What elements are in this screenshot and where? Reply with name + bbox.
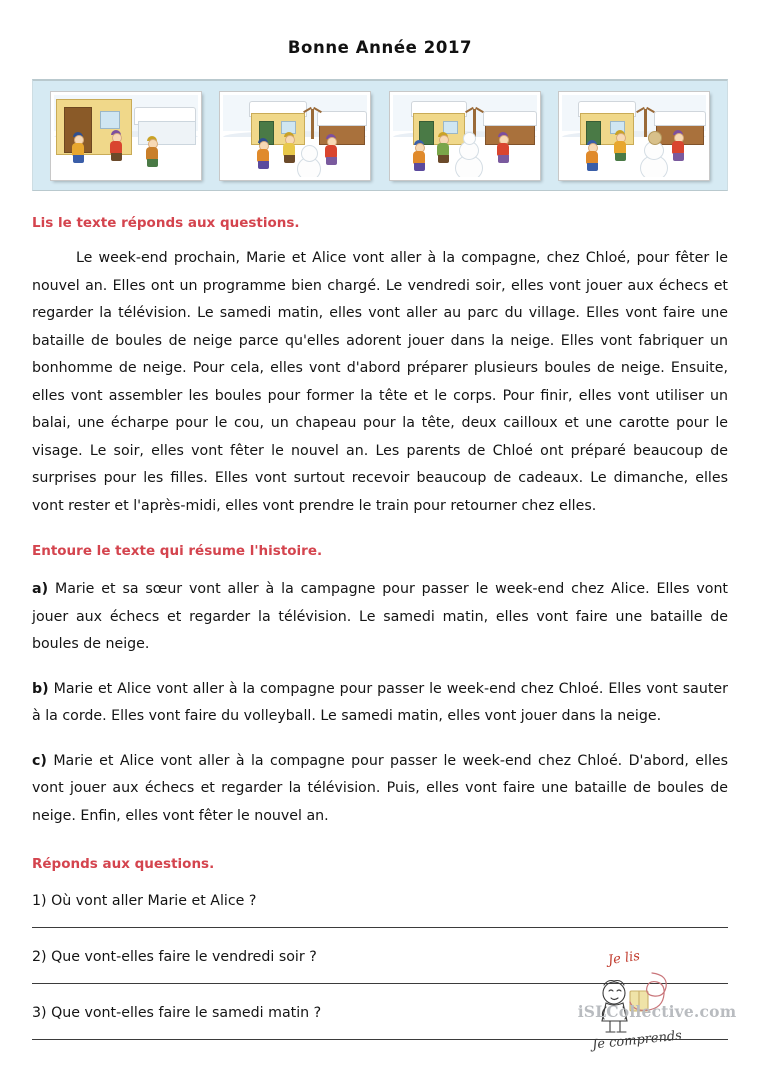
question-3: 3) Que vont-elles faire le samedi matin ? — [32, 1005, 322, 1021]
summary-option-c[interactable] — [32, 748, 728, 831]
watermark — [562, 947, 752, 1057]
islcollective-watermark: iSLCollective.com — [577, 1002, 737, 1021]
question-2: 2) Que vont-elles faire le vendredi soir ? — [32, 949, 317, 965]
instruction-circle: Entoure le texte qui résume l'histoire. — [32, 543, 323, 559]
option-b-label: b) — [32, 680, 49, 697]
summary-option-b[interactable] — [32, 676, 728, 731]
instruction-answer: Réponds aux questions. — [32, 856, 215, 872]
handwriting-je-comprends: Je comprends — [591, 1028, 683, 1053]
summary-option-a[interactable] — [32, 576, 728, 659]
page-title: Bonne Année 2017 — [287, 38, 473, 57]
answer-line-1[interactable] — [32, 927, 728, 928]
handwriting-je-lis: Je lis — [607, 948, 641, 969]
illustration-banner — [32, 79, 728, 191]
story-image-3 — [390, 92, 540, 180]
story-paragraph: Le week-end prochain, Marie et Alice vont aller à la compagne, chez Chloé, pour fêter le nouvel an. Elles ont un programme bien chargé. Le vendredi soir, elles vont jouer aux échecs et regarder la télévision. Le samedi matin, elles vont aller au parc du village. Elles vont faire une bataille de boules de neige parce qu'elles adorent jouer dans la neige. Elles vont fabriquer un bonhomme de neige. Pour cela, elles vont d'abord préparer plusieurs boules de neige. Ensuite, elles vont assembler les boules pour former la tête et le corps. Pour finir, elles vont utiliser un balai, une écharpe pour le cou, un chapeau pour la tête, deux cailloux et une carotte pour le visage. Le soir, elles vont fêter le nouvel an. Les parents de Chloé ont préparé beaucoup de surprises pour les filles. Elles vont surtout recevoir beaucoup de cadeaux. Le dimanche, elles vont rester et l'après-midi, elles vont prendre le train pour retourner chez elles. — [32, 250, 728, 514]
option-c-text: Marie et Alice vont aller à la compagne pour passer le week-end chez Chloé. D'abord, elles vont jouer aux échecs et regarder la télévision. Puis, elles vont faire une bataille de boules de neige. Enfin, elles vont fêter le nouvel an. — [32, 752, 729, 824]
story-image-2 — [220, 92, 370, 180]
option-c-label: c) — [32, 752, 47, 769]
option-b-text: Marie et Alice vont aller à la compagne pour passer le week-end chez Chloé. Elles vont sauter à la corde. Elles vont faire du volleyball. Le samedi matin, elles vont jouer dans la neige. — [32, 680, 728, 724]
instruction-read: Lis le texte réponds aux questions. — [32, 215, 300, 231]
story-image-4 — [559, 92, 709, 180]
option-a-label: a) — [32, 581, 49, 597]
question-1: 1) Où vont aller Marie et Alice ? — [32, 893, 257, 909]
story-image-1 — [51, 92, 201, 180]
option-a-text: Marie et sa sœur vont aller à la campagne pour passer le week-end chez Alice. Elles vont jouer aux échecs et regarder la télévision. Le samedi matin, elles vont faire une bataille de boules de neige. — [32, 581, 728, 652]
